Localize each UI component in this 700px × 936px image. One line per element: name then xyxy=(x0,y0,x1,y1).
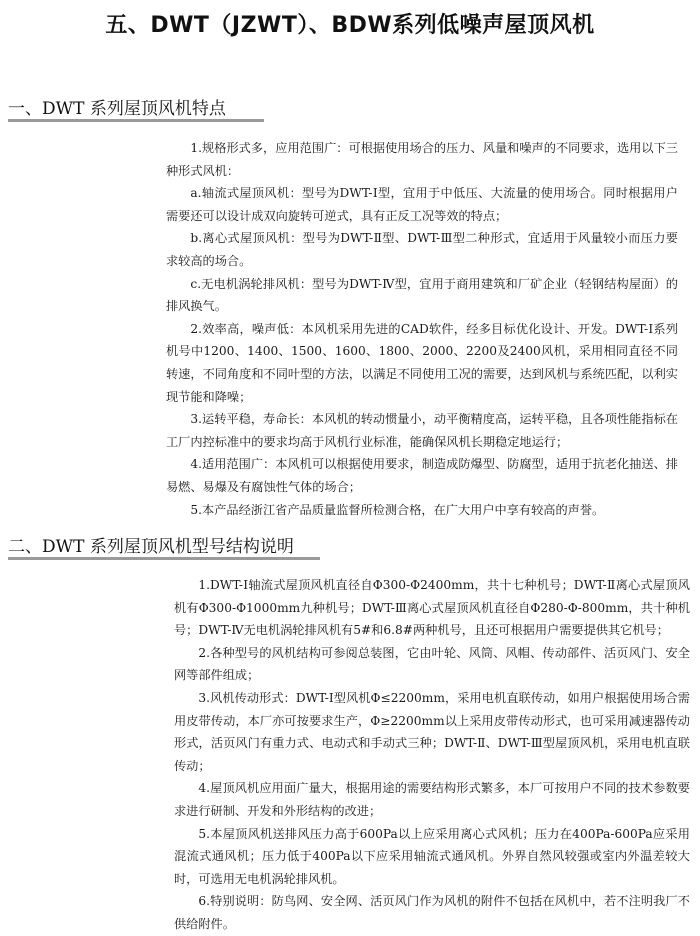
paragraph: 2.各种型号的风机结构可参阅总装图，它由叶轮、风筒、风帽、传动部件、活页风门、安全网等部件组成； xyxy=(174,645,690,683)
paragraph: 1.DWT-Ⅰ轴流式屋顶风机直径自Φ300-Φ2400mm，共十七种机号；DWT-Ⅱ离心式屋顶风机有Φ300-Φ1000mm九种机号；DWT-Ⅲ离心式屋顶风机直径自Φ280-Φ-800mm，共十种机号；DWT-Ⅳ无电机涡轮排风机有5#和6.8#两种机号，且还可根据用户需要提供其它机号； xyxy=(174,578,690,638)
section-heading-features: 一、DWT 系列屋顶风机特点 xyxy=(8,99,226,119)
section-divider xyxy=(8,119,264,122)
paragraph: 1.规格形式多，应用范围广：可根据使用场合的压力、风量和噪声的不同要求，选用以下三种形式风机： xyxy=(166,141,678,178)
section-heading-structure: 二、DWT 系列屋顶风机型号结构说明 xyxy=(8,537,294,557)
paragraph: 5.本产品经浙江省产品质量监督所检测合格，在广大用户中享有较高的声誉。 xyxy=(190,502,605,517)
paragraph: c.无电机涡轮排风机：型号为DWT-Ⅳ型，宜用于商用建筑和厂矿企业（轻钢结构屋面）的排风换气。 xyxy=(166,276,678,314)
paragraph: 6.特别说明：防鸟网、安全网、活页风门作为风机的附件不包括在风机中，若不注明我厂不供给附件。 xyxy=(174,894,690,931)
paragraph: a.轴流式屋顶风机：型号为DWT-Ⅰ型，宜用于中低压、大流量的使用场合。同时根据用户需要还可以设计成双向旋转可逆式，具有正反工况等效的特点； xyxy=(166,186,678,223)
paragraph: b.离心式屋顶风机：型号为DWT-Ⅱ型、DWT-Ⅲ型二种形式，宜适用于风量较小而压力要求较高的场合。 xyxy=(166,231,678,268)
paragraph: 3.运转平稳，寿命长：本风机的转动惯量小，动平衡精度高，运转平稳，且各项性能指标在工厂内控标准中的要求均高于风机行业标准，能确保风机长期稳定地运行； xyxy=(166,412,678,449)
section-body-structure xyxy=(174,574,690,936)
paragraph: 4.适用范围广：本风机可以根据使用要求，制造成防爆型、防腐型，适用于抗老化抽送、排易燃、易爆及有腐蚀性气体的场合； xyxy=(166,457,678,494)
paragraph: 3.风机传动形式：DWT-Ⅰ型风机Φ≤2200mm，采用电机直联传动，如用户根据使用场合需用皮带传动，本厂亦可按要求生产，Φ≥2200mm以上采用皮带传动形式，也可采用减速器传动形式，活页风门有重力式、电动式和手动式三种；DWT-Ⅱ、DWT-Ⅲ型屋顶风机，采用电机直联传动； xyxy=(174,690,690,773)
page-title: 五、DWT（JZWT）、BDW系列低噪声屋顶风机 xyxy=(105,13,595,38)
section-divider xyxy=(8,557,320,560)
section-body-features xyxy=(166,137,678,521)
paragraph: 4.屋顶风机应用面广量大，根据用途的需要结构形式繁多，本厂可按用户不同的技术参数要求进行研制、开发和外形结构的改进； xyxy=(174,781,690,818)
paragraph: 2.效率高，噪声低：本风机采用先进的CAD软件，经多目标优化设计、开发。DWT-Ⅰ系列机号中1200、1400、1500、1600、1800、2000、2200及2400风机，采用相同直径不同转速，不同角度和不同叶型的方法，以满足不同使用工况的需要，达到风机与系统匹配，以利实现节能和降噪； xyxy=(166,321,678,404)
paragraph: 5.本屋顶风机送排风压力高于600Pa以上应采用离心式风机；压力在400Pa-600Pa应采用混流式通风机；压力低于400Pa以下应采用轴流式通风机。外界自然风较强或室内外温差较大时，可选用无电机涡轮排风机。 xyxy=(174,826,690,886)
